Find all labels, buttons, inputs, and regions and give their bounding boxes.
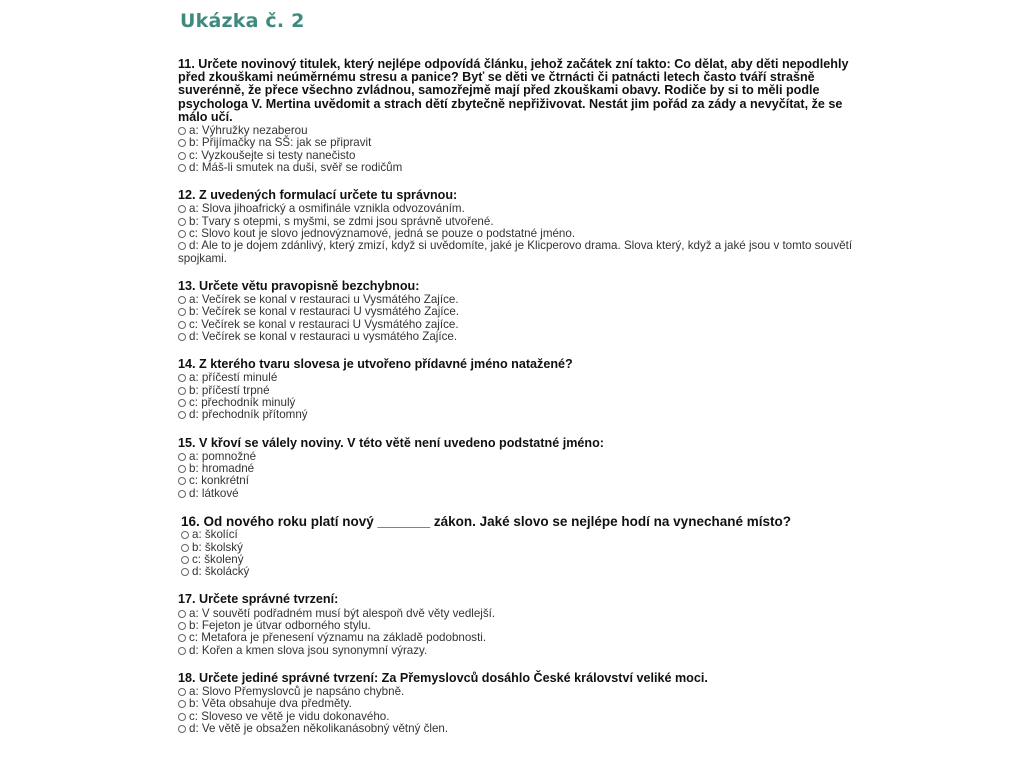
option-label: d: školácký — [192, 565, 250, 579]
option-label: c: školený — [192, 552, 244, 566]
option-label: a: Slova jihoafrický a osmifinále vznikla odvozováním. — [189, 202, 465, 216]
question-13 — [178, 280, 858, 343]
option-b[interactable] — [178, 463, 858, 475]
option-c[interactable] — [181, 554, 858, 566]
option-a[interactable] — [178, 372, 858, 384]
radio-icon[interactable] — [178, 647, 186, 655]
radio-icon[interactable] — [178, 218, 186, 226]
radio-icon[interactable] — [178, 164, 186, 172]
question-16 — [178, 515, 858, 578]
radio-icon[interactable] — [178, 411, 186, 419]
option-label: a: školící — [192, 528, 238, 542]
radio-icon[interactable] — [178, 205, 186, 213]
question-11 — [178, 58, 858, 174]
radio-icon[interactable] — [178, 387, 186, 395]
question-text: 18. Určete jediné správné tvrzení: Za Přemyslovců dosáhlo České království veliké moci. — [178, 670, 708, 685]
option-a[interactable] — [178, 451, 858, 463]
option-label: a: příčestí minulé — [189, 371, 278, 385]
radio-icon[interactable] — [178, 725, 186, 733]
radio-icon[interactable] — [181, 531, 189, 539]
option-label: c: Večírek se konal v restauraci U Vysmátého zajíce. — [189, 317, 459, 331]
option-label: c: Vyzkoušejte si testy nanečisto — [189, 148, 356, 162]
radio-icon[interactable] — [178, 321, 186, 329]
question-text: 17. Určete správné tvrzení: — [178, 592, 339, 607]
option-label: c: konkrétní — [189, 474, 249, 488]
option-label: a: pomnožné — [189, 449, 257, 463]
question-text: 11. Určete novinový titulek, který nejlépe odpovídá článku, jehož začátek zní takto: Co dělat, aby děti nepodlehly před zkouškami neúměrnému stresu a panice? Byť se děti ve čtrnácti či patnácti letech často tváří strašně suverénně, že přece všechno zvládnou, samozřejmě mají před zkouškami obavy. Rodiče by si to měli podle psychologa V. Mertina uvědomit a strach dětí zbytečně nepřiživovat. Nestát jim pořád za zády a nevyčítat, že se málo učí. — [178, 57, 849, 124]
radio-icon[interactable] — [178, 152, 186, 160]
question-18 — [178, 672, 858, 735]
question-list — [178, 58, 858, 750]
page-title: Ukázka č. 2 — [180, 10, 305, 32]
option-label: d: Máš-li smutek na duši, svěř se rodičům — [189, 160, 403, 174]
question-14 — [178, 358, 858, 421]
radio-icon[interactable] — [178, 477, 186, 485]
option-label: d: Večírek se konal v restauraci u vysmátého Zajíce. — [189, 329, 458, 343]
option-label: b: Večírek se konal v restauraci U vysmátého Zajíce. — [189, 305, 459, 319]
radio-icon[interactable] — [178, 713, 186, 721]
option-b[interactable] — [181, 542, 858, 554]
option-label: d: látkové — [189, 486, 239, 500]
option-label: b: příčestí trpné — [189, 383, 270, 397]
option-c[interactable] — [178, 475, 858, 487]
radio-icon[interactable] — [181, 544, 189, 552]
option-d[interactable] — [178, 240, 858, 265]
radio-icon[interactable] — [178, 490, 186, 498]
option-d[interactable] — [178, 723, 858, 735]
radio-icon[interactable] — [178, 634, 186, 642]
question-12 — [178, 189, 858, 265]
option-label: d: Ale to je dojem zdánlivý, který zmizí, když si uvědomíte, jaké je Klicperovo drama. Slova který, když a jaké jsou v tomto souvětí spojkami. — [178, 239, 853, 265]
option-label: b: Tvary s otepmi, s myšmi, se zdmi jsou správně utvořené. — [189, 214, 494, 228]
option-label: c: Sloveso ve větě je vidu dokonavého. — [189, 709, 390, 723]
radio-icon[interactable] — [178, 465, 186, 473]
radio-icon[interactable] — [178, 399, 186, 407]
question-text: 12. Z uvedených formulací určete tu správnou: — [178, 188, 458, 203]
option-label: b: Věta obsahuje dva předměty. — [189, 697, 352, 711]
option-label: c: přechodník minulý — [189, 396, 296, 410]
option-d[interactable] — [181, 566, 858, 578]
option-label: d: Ve větě je obsažen několikanásobný větný člen. — [189, 721, 449, 735]
radio-icon[interactable] — [178, 374, 186, 382]
radio-icon[interactable] — [178, 453, 186, 461]
option-label: b: školský — [192, 540, 243, 554]
option-label: a: Večírek se konal v restauraci u Vysmátého Zajíce. — [189, 293, 459, 307]
radio-icon[interactable] — [181, 568, 189, 576]
option-d[interactable] — [178, 162, 858, 174]
option-label: b: Fejeton je útvar odborného stylu. — [189, 618, 371, 632]
option-label: a: Výhružky nezaberou — [189, 124, 308, 138]
radio-icon[interactable] — [178, 700, 186, 708]
option-label: b: Přijímačky na SŠ: jak se připravit — [189, 136, 372, 150]
radio-icon[interactable] — [178, 622, 186, 630]
option-d[interactable] — [178, 645, 858, 657]
option-label: a: V souvětí podřadném musí být alespoň dvě věty vedlejší. — [189, 606, 496, 620]
radio-icon[interactable] — [178, 610, 186, 618]
radio-icon[interactable] — [178, 242, 186, 250]
question-text: 14. Z kterého tvaru slovesa je utvořeno přídavné jméno natažené? — [178, 357, 573, 372]
option-label: c: Metafora je přenesení významu na základě podobnosti. — [189, 631, 487, 645]
option-d[interactable] — [178, 409, 858, 421]
radio-icon[interactable] — [178, 139, 186, 147]
option-a[interactable] — [181, 529, 858, 541]
question-17 — [178, 593, 858, 656]
radio-icon[interactable] — [178, 308, 186, 316]
option-label: d: Kořen a kmen slova jsou synonymní výrazy. — [189, 643, 428, 657]
radio-icon[interactable] — [181, 556, 189, 564]
question-text: 16. Od nového roku platí nový _______ zákon. Jaké slovo se nejlépe hodí na vynechané místo? — [181, 514, 791, 530]
option-d[interactable] — [178, 331, 858, 343]
radio-icon[interactable] — [178, 333, 186, 341]
radio-icon[interactable] — [178, 688, 186, 696]
radio-icon[interactable] — [178, 296, 186, 304]
option-label: d: přechodník přítomný — [189, 408, 308, 422]
question-15 — [178, 437, 858, 500]
option-label: c: Slovo kout je slovo jednovýznamové, jedná se pouze o podstatné jméno. — [189, 227, 576, 240]
option-label: a: Slovo Přemyslovců je napsáno chybně. — [189, 685, 405, 699]
radio-icon[interactable] — [178, 127, 186, 135]
option-label: b: hromadné — [189, 462, 255, 476]
question-text: 13. Určete větu pravopisně bezchybnou: — [178, 278, 420, 293]
question-text: 15. V křoví se válely noviny. V této větě není uvedeno podstatné jméno: — [178, 435, 604, 450]
option-d[interactable] — [178, 488, 858, 500]
radio-icon[interactable] — [178, 230, 186, 238]
